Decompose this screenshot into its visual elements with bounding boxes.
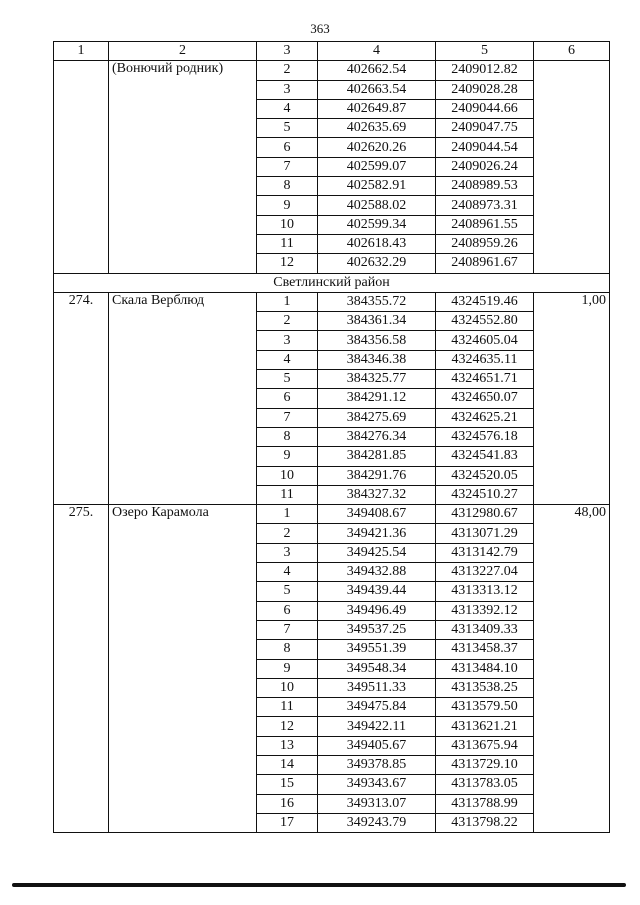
- site-area: 1,00: [534, 292, 610, 504]
- header-row: [54, 42, 610, 61]
- footer-rule: [12, 883, 626, 887]
- coord-y: 4313071.29: [436, 524, 534, 543]
- coord-y: 2409047.75: [436, 119, 534, 138]
- coord-x: 349432.88: [318, 563, 436, 582]
- point-number: 4: [257, 350, 318, 369]
- coord-x: 402599.07: [318, 157, 436, 176]
- coord-x: 402582.91: [318, 177, 436, 196]
- point-number: 5: [257, 119, 318, 138]
- coord-y: 4324519.46: [436, 292, 534, 311]
- coord-y: 4324635.11: [436, 350, 534, 369]
- coord-x: 402649.87: [318, 99, 436, 118]
- site-number: 274.: [54, 292, 109, 504]
- point-number: 10: [257, 215, 318, 234]
- coord-y: 4313579.50: [436, 698, 534, 717]
- coord-y: 4324510.27: [436, 485, 534, 504]
- coord-y: 2409044.66: [436, 99, 534, 118]
- point-number: 16: [257, 794, 318, 813]
- coord-x: 349421.36: [318, 524, 436, 543]
- point-number: 11: [257, 485, 318, 504]
- coord-x: 402635.69: [318, 119, 436, 138]
- coord-y: 4312980.67: [436, 505, 534, 524]
- coord-x: 349425.54: [318, 543, 436, 562]
- coord-y: 4313392.12: [436, 601, 534, 620]
- point-number: 6: [257, 138, 318, 157]
- coord-y: 4313313.12: [436, 582, 534, 601]
- coord-y: 4324552.80: [436, 312, 534, 331]
- coord-x: 349511.33: [318, 678, 436, 697]
- point-number: 9: [257, 659, 318, 678]
- coord-y: 2409012.82: [436, 61, 534, 80]
- point-number: 12: [257, 254, 318, 273]
- coord-y: 2408959.26: [436, 234, 534, 253]
- coord-x: 349378.85: [318, 755, 436, 774]
- header-col-1: 1: [54, 42, 109, 61]
- coord-y: 4324650.07: [436, 389, 534, 408]
- coord-x: 384291.76: [318, 466, 436, 485]
- point-number: 10: [257, 678, 318, 697]
- point-number: 2: [257, 312, 318, 331]
- header-col-5: 5: [436, 42, 534, 61]
- coord-x: 349548.34: [318, 659, 436, 678]
- coord-x: 349243.79: [318, 813, 436, 832]
- point-number: 7: [257, 157, 318, 176]
- coord-y: 2409028.28: [436, 80, 534, 99]
- coord-y: 2408961.55: [436, 215, 534, 234]
- site-area: [534, 61, 610, 273]
- coord-x: 349408.67: [318, 505, 436, 524]
- coord-y: 2409026.24: [436, 157, 534, 176]
- coord-y: 2408973.31: [436, 196, 534, 215]
- coord-y: 4313675.94: [436, 736, 534, 755]
- site-name: Скала Верблюд: [109, 292, 257, 504]
- point-number: 11: [257, 698, 318, 717]
- point-number: 6: [257, 389, 318, 408]
- coordinates-table-body: [54, 42, 610, 833]
- coord-x: 349537.25: [318, 620, 436, 639]
- coord-x: 384355.72: [318, 292, 436, 311]
- table-row: [54, 61, 610, 80]
- coord-x: 402620.26: [318, 138, 436, 157]
- coord-y: 4324576.18: [436, 427, 534, 446]
- coord-y: 4324651.71: [436, 370, 534, 389]
- point-number: 7: [257, 620, 318, 639]
- point-number: 4: [257, 563, 318, 582]
- coord-x: 384291.12: [318, 389, 436, 408]
- coord-x: 349313.07: [318, 794, 436, 813]
- coord-x: 402599.34: [318, 215, 436, 234]
- coord-x: 402588.02: [318, 196, 436, 215]
- coord-y: 4313458.37: [436, 640, 534, 659]
- site-number: 275.: [54, 505, 109, 833]
- coord-x: 384327.32: [318, 485, 436, 504]
- point-number: 13: [257, 736, 318, 755]
- coord-x: 402618.43: [318, 234, 436, 253]
- region-row: [54, 273, 610, 292]
- header-col-6: 6: [534, 42, 610, 61]
- point-number: 15: [257, 775, 318, 794]
- coord-y: 4313621.21: [436, 717, 534, 736]
- point-number: 5: [257, 370, 318, 389]
- point-number: 11: [257, 234, 318, 253]
- point-number: 7: [257, 408, 318, 427]
- coord-y: 4313538.25: [436, 678, 534, 697]
- point-number: 9: [257, 447, 318, 466]
- header-col-4: 4: [318, 42, 436, 61]
- point-number: 10: [257, 466, 318, 485]
- coord-y: 4313227.04: [436, 563, 534, 582]
- point-number: 3: [257, 543, 318, 562]
- coord-x: 402632.29: [318, 254, 436, 273]
- coord-x: 384276.34: [318, 427, 436, 446]
- coord-x: 384361.34: [318, 312, 436, 331]
- coord-x: 349405.67: [318, 736, 436, 755]
- site-name: (Вонючий родник): [109, 61, 257, 273]
- table-row: [54, 292, 610, 311]
- coord-y: 2408989.53: [436, 177, 534, 196]
- header-col-2: 2: [109, 42, 257, 61]
- coord-x: 349475.84: [318, 698, 436, 717]
- point-number: 4: [257, 99, 318, 118]
- point-number: 3: [257, 80, 318, 99]
- coord-y: 4313798.22: [436, 813, 534, 832]
- coordinates-table: [53, 41, 610, 833]
- coord-y: 4313409.33: [436, 620, 534, 639]
- coord-x: 402663.54: [318, 80, 436, 99]
- point-number: 14: [257, 755, 318, 774]
- coord-y: 4324605.04: [436, 331, 534, 350]
- coord-y: 4324520.05: [436, 466, 534, 485]
- point-number: 17: [257, 813, 318, 832]
- site-name: Озеро Карамола: [109, 505, 257, 833]
- page-number: 363: [310, 21, 330, 36]
- point-number: 12: [257, 717, 318, 736]
- point-number: 1: [257, 505, 318, 524]
- point-number: 8: [257, 640, 318, 659]
- coord-y: 4313484.10: [436, 659, 534, 678]
- site-number: [54, 61, 109, 273]
- point-number: 9: [257, 196, 318, 215]
- coord-y: 4313788.99: [436, 794, 534, 813]
- table-row: [54, 505, 610, 524]
- point-number: 2: [257, 524, 318, 543]
- site-area: 48,00: [534, 505, 610, 833]
- header-col-3: 3: [257, 42, 318, 61]
- coord-y: 4324541.83: [436, 447, 534, 466]
- coord-x: 349496.49: [318, 601, 436, 620]
- coord-x: 384275.69: [318, 408, 436, 427]
- coord-x: 349439.44: [318, 582, 436, 601]
- point-number: 2: [257, 61, 318, 80]
- point-number: 1: [257, 292, 318, 311]
- coord-x: 384356.58: [318, 331, 436, 350]
- coord-y: 4313142.79: [436, 543, 534, 562]
- coord-y: 4324625.21: [436, 408, 534, 427]
- region-label: Светлинский район: [54, 273, 610, 292]
- coord-y: 4313783.05: [436, 775, 534, 794]
- point-number: 8: [257, 427, 318, 446]
- coord-y: 4313729.10: [436, 755, 534, 774]
- coord-x: 349551.39: [318, 640, 436, 659]
- point-number: 8: [257, 177, 318, 196]
- point-number: 3: [257, 331, 318, 350]
- coord-x: 384281.85: [318, 447, 436, 466]
- coord-x: 402662.54: [318, 61, 436, 80]
- point-number: 6: [257, 601, 318, 620]
- coord-x: 384346.38: [318, 350, 436, 369]
- coord-y: 2408961.67: [436, 254, 534, 273]
- coord-x: 349422.11: [318, 717, 436, 736]
- coord-x: 384325.77: [318, 370, 436, 389]
- coord-x: 349343.67: [318, 775, 436, 794]
- coord-y: 2409044.54: [436, 138, 534, 157]
- point-number: 5: [257, 582, 318, 601]
